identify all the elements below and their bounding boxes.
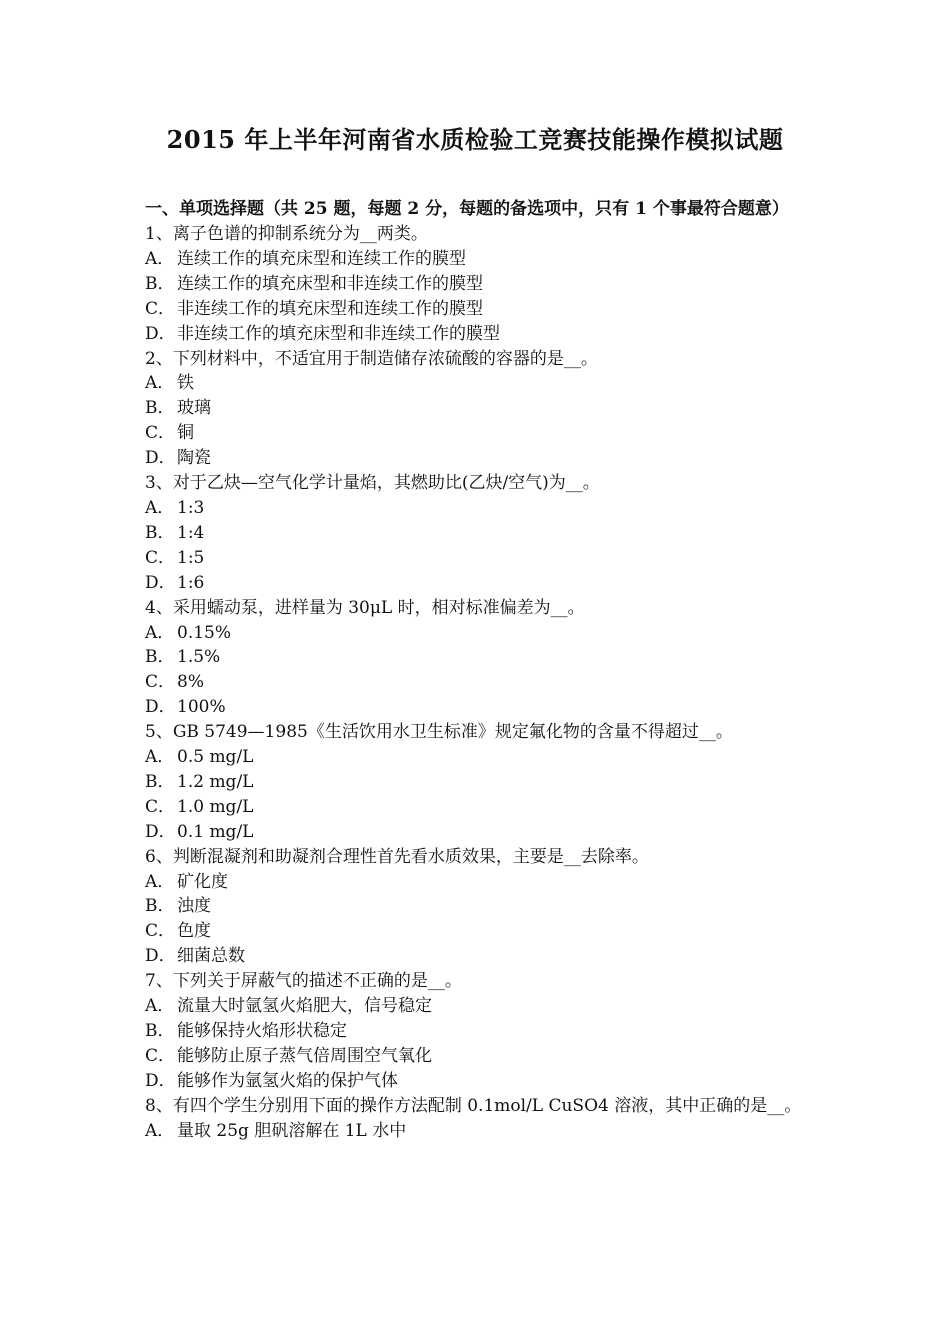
option-b: B． 玻璃 bbox=[145, 398, 211, 419]
option-a: A． 矿化度 bbox=[145, 871, 228, 892]
option-d: D．1:6 bbox=[145, 572, 205, 593]
option-d: D．100% bbox=[145, 697, 226, 718]
exam-content bbox=[145, 197, 810, 1144]
page-title: 2015 年上半年河南省水质检验工竞赛技能操作模拟试题 bbox=[166, 125, 784, 154]
option-c: C． 8% bbox=[145, 672, 204, 693]
option-a: A． 0.5 mg/L bbox=[145, 747, 254, 768]
question-stem: 4、采用蠕动泵，进样量为 30μL 时，相对标准偏差为__。 bbox=[145, 597, 585, 618]
question-stem: 7、下列关于屏蔽气的描述不正确的是__。 bbox=[145, 971, 462, 992]
option-c: C． 1:5 bbox=[145, 547, 205, 568]
option-b: B． 连续工作的填充床型和非连续工作的膜型 bbox=[145, 273, 483, 294]
question-stem: 1、离子色谱的抑制系统分为__两类。 bbox=[145, 224, 428, 244]
option-c: C． 非连续工作的填充床型和连续工作的膜型 bbox=[145, 298, 483, 319]
option-d: D．能够作为氩氢火焰的保护气体 bbox=[145, 1070, 398, 1091]
option-a: A． 流量大时氩氢火焰肥大，信号稳定 bbox=[145, 996, 432, 1017]
option-d: D．陶瓷 bbox=[145, 448, 211, 469]
option-b: B． 1.2 mg/L bbox=[145, 771, 254, 792]
question-8 bbox=[145, 1094, 810, 1144]
question-4 bbox=[145, 596, 810, 721]
question-stem: 5、GB 5749—1985《生活饮用水卫生标准》规定氟化物的含量不得超过__。 bbox=[145, 722, 733, 743]
option-c: C． 1.0 mg/L bbox=[145, 796, 254, 817]
section-heading: 一、单项选择题（共 25 题，每题 2 分，每题的备选项中，只有 1 个事最符合题意） bbox=[145, 199, 789, 219]
question-3 bbox=[145, 471, 810, 596]
question-2 bbox=[145, 347, 810, 472]
option-d: D．非连续工作的填充床型和非连续工作的膜型 bbox=[145, 323, 500, 344]
option-a: A． 铁 bbox=[145, 373, 194, 394]
question-stem: 8、有四个学生分别用下面的操作方法配制 0.1mol/L CuSO4 溶液，其中正确的是__。 bbox=[145, 1095, 802, 1116]
option-d: D．细菌总数 bbox=[145, 946, 245, 967]
question-5 bbox=[145, 720, 810, 845]
option-b: B． 1:4 bbox=[145, 522, 205, 543]
option-c: C． 铜 bbox=[145, 423, 194, 444]
option-a: A． 量取 25g 胆矾溶解在 1L 水中 bbox=[145, 1120, 407, 1141]
question-stem: 6、判断混凝剂和助凝剂合理性首先看水质效果，主要是__去除率。 bbox=[145, 846, 649, 867]
option-b: B． 1.5% bbox=[145, 647, 221, 668]
question-stem: 2、下列材料中，不适宜用于制造储存浓硫酸的容器的是__。 bbox=[145, 348, 598, 369]
question-6 bbox=[145, 845, 810, 970]
option-b: B． 能够保持火焰形状稳定 bbox=[145, 1021, 347, 1041]
option-b: B． 浊度 bbox=[145, 896, 211, 917]
option-a: A． 连续工作的填充床型和连续工作的膜型 bbox=[145, 248, 466, 269]
option-a: A． 1:3 bbox=[145, 497, 205, 518]
option-d: D．0.1 mg/L bbox=[145, 821, 254, 842]
option-a: A． 0.15% bbox=[145, 622, 232, 643]
question-7 bbox=[145, 969, 810, 1094]
question-stem: 3、对于乙炔—空气化学计量焰，其燃助比(乙炔/空气)为__。 bbox=[145, 473, 600, 494]
option-c: C． 能够防止原子蒸气倍周围空气氧化 bbox=[145, 1045, 432, 1066]
option-c: C． 色度 bbox=[145, 921, 211, 942]
question-1 bbox=[145, 222, 810, 347]
